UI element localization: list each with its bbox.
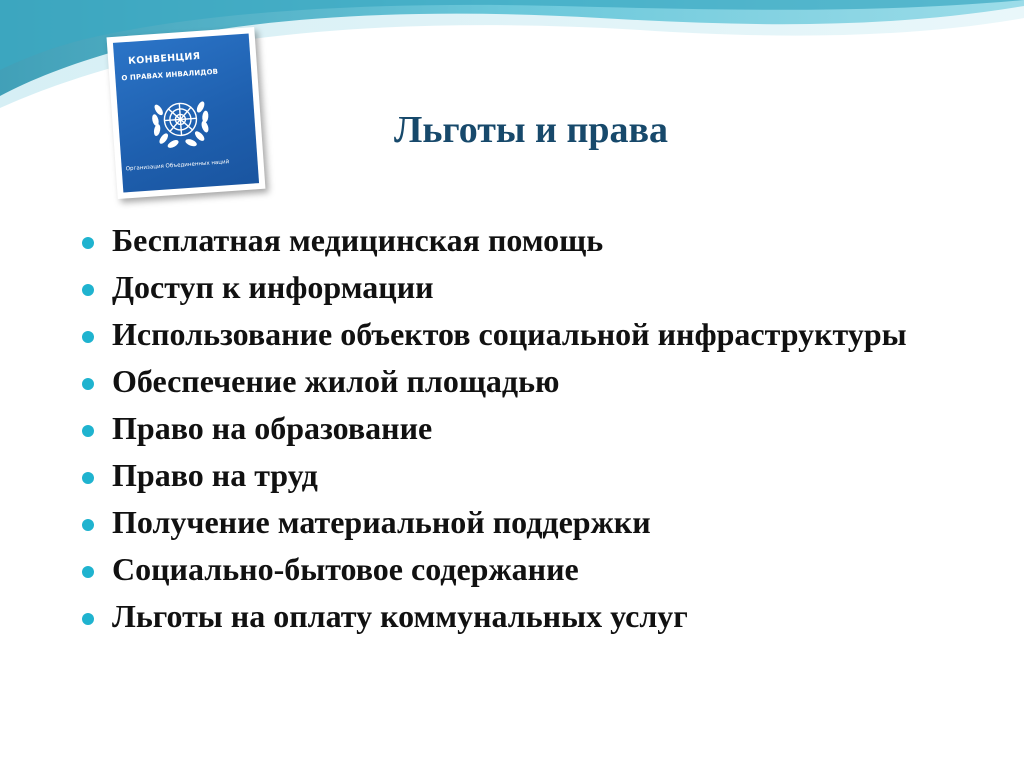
book-title-line2: О ПРАВАХ ИНВАЛИДОВ (121, 67, 219, 83)
list-item (82, 600, 962, 632)
list-item-text: Бесплатная медицинская помощь (112, 222, 604, 258)
list-item-text: Использование объектов социальной инфраструктуры (112, 316, 907, 352)
slide-title: Льготы и права (394, 109, 668, 151)
list-item (82, 459, 962, 491)
list-item-text: Социально-бытовое содержание (112, 551, 579, 587)
list-item (82, 506, 962, 538)
list-item-text: Получение материальной поддержки (112, 504, 651, 540)
list-item (82, 271, 962, 303)
list-item (82, 318, 962, 350)
un-emblem-icon (143, 86, 217, 157)
list-item (82, 412, 962, 444)
list-item-text: Доступ к информации (112, 269, 434, 305)
list-item (82, 365, 962, 397)
list-item-text: Обеспечение жилой площадью (112, 363, 560, 399)
list-item (82, 553, 962, 585)
list-item-text: Право на образование (112, 410, 433, 446)
book-cover (113, 33, 259, 192)
convention-book-image (107, 27, 266, 199)
list-item (82, 224, 962, 256)
book-publisher-line: Организация Объединенных наций (125, 159, 230, 173)
list-item-text: Льготы на оплату коммунальных услуг (112, 598, 688, 634)
book-title-line1: КОНВЕНЦИЯ (127, 50, 201, 67)
benefits-list (82, 224, 962, 647)
list-item-text: Право на труд (112, 457, 318, 493)
